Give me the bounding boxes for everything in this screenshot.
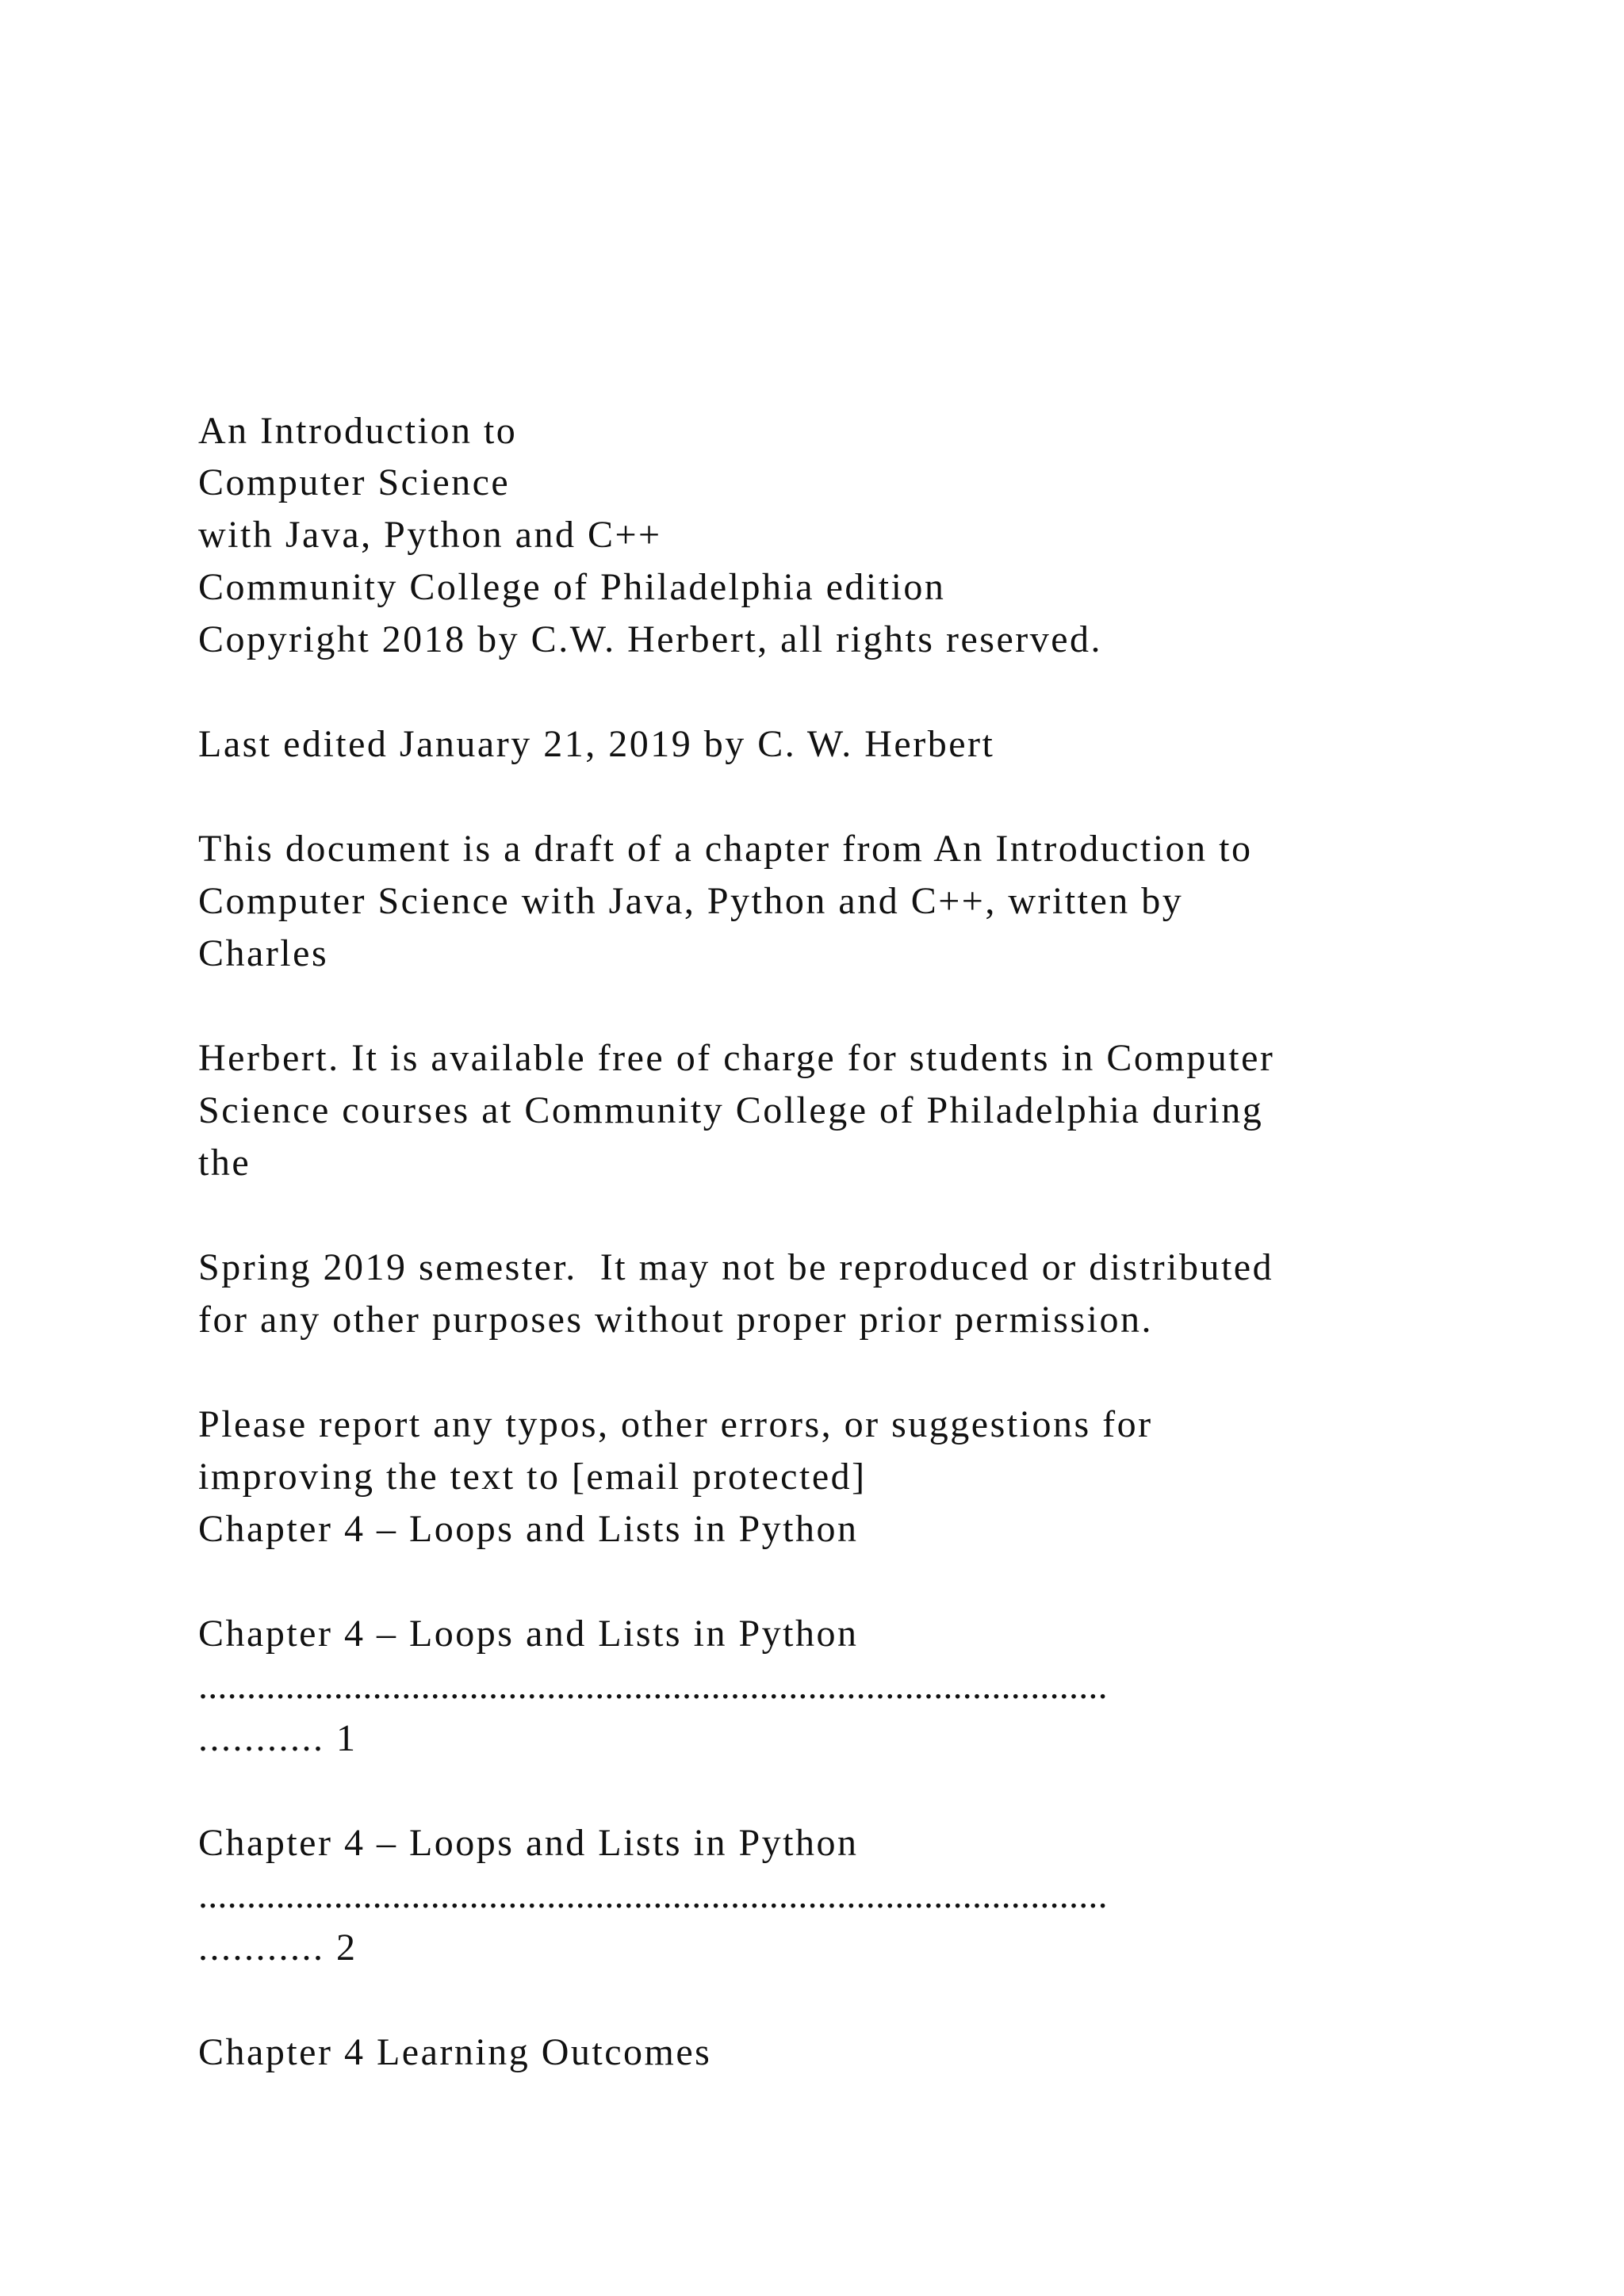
toc-entry-2-page: ........... 2 [198,1927,358,1969]
toc-entry-3-title: Chapter 4 Learning Outcomes [198,2031,712,2073]
report-line-2: improving the text to [email protected] [198,1456,867,1498]
notice-paragraph-2-line-1: Herbert. It is available free of charge for students in Computer [198,1037,1275,1079]
toc-entry-2-title: Chapter 4 – Loops and Lists in Python [198,1822,859,1864]
report-line-1: Please report any typos, other errors, or suggestions for [198,1403,1153,1445]
notice-paragraph-1-line-1: This document is a draft of a chapter from An Introduction to [198,828,1253,870]
last-edited-line: Last edited January 21, 2019 by C. W. Herbert [198,723,995,765]
book-title-line-2: Computer Science [198,461,511,503]
toc-entry-1-leader: .............................................................................................. [198,1665,1108,1707]
copyright-line: Copyright 2018 by C.W. Herbert, all rights reserved. [198,618,1103,660]
toc-entry-1-title: Chapter 4 – Loops and Lists in Python [198,1613,859,1655]
notice-paragraph-2-line-2: Science courses at Community College of Philadelphia during [198,1089,1264,1131]
notice-paragraph-3-line-2: for any other purposes without proper prior permission. [198,1299,1153,1341]
chapter-heading: Chapter 4 – Loops and Lists in Python [198,1508,859,1550]
notice-paragraph-3-line-1: Spring 2019 semester. It may not be reproduced or distributed [198,1246,1274,1288]
notice-paragraph-1-line-2: Computer Science with Java, Python and C++, written by [198,880,1184,922]
book-subtitle: with Java, Python and C++ [198,514,662,556]
toc-entry-1-page: ........... 1 [198,1717,358,1759]
notice-paragraph-1-line-3: Charles [198,932,329,974]
toc-entry-2-leader: .............................................................................................. [198,1874,1108,1916]
notice-paragraph-2-line-3: the [198,1142,251,1184]
edition-line: Community College of Philadelphia edition [198,566,946,608]
book-title-line-1: An Introduction to [198,410,518,452]
